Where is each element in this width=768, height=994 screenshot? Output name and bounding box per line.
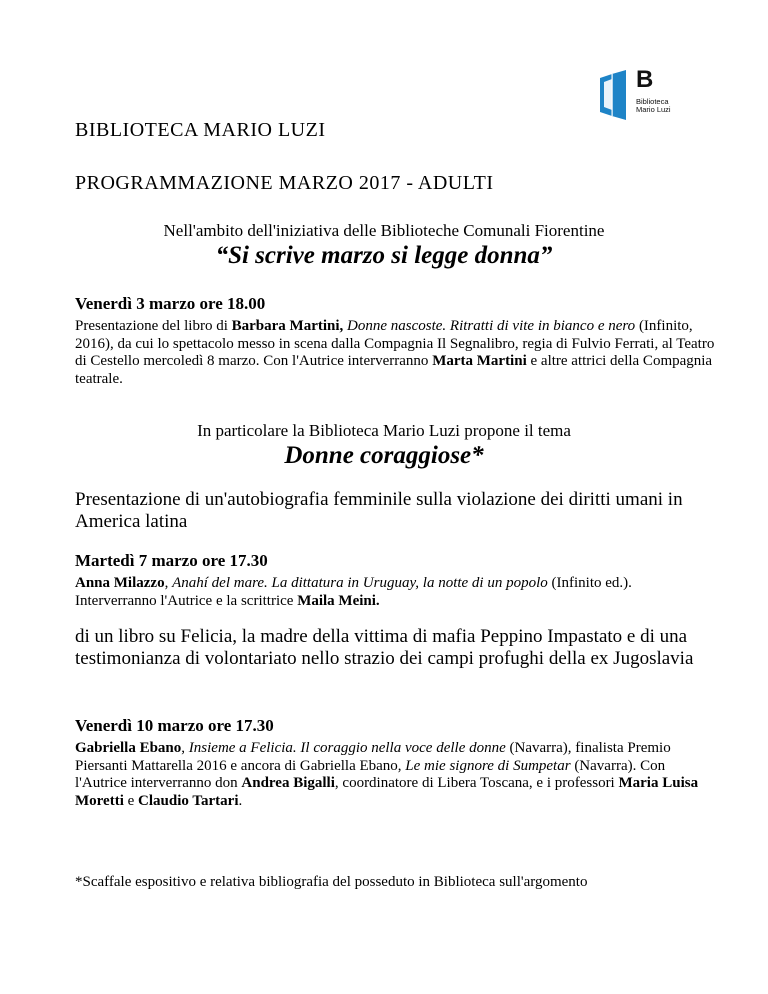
logo-text	[636, 98, 671, 114]
event-2-date: Martedì 7 marzo ore 17.30	[75, 551, 268, 570]
event-3-text: , coordinatore di Libera Toscana, e i professori	[334, 775, 619, 791]
event-3-author: Gabriella Ebano	[75, 740, 182, 756]
event-1-text: (Infinito, 2016), da cui lo spettacolo messo in scena dalla Compagnia Il Segnalibro, regia di Fulvio Ferrati, al Teatro di Cestello mercoledì 8 marzo. Con l'Autrice interverranno	[75, 318, 715, 369]
slogan: “Si scrive marzo si legge donna”	[215, 242, 553, 269]
theme-intro: In particolare la Biblioteca Mario Luzi propone il tema	[197, 421, 571, 440]
event-2-author: Anna Milazzo	[75, 575, 165, 591]
event-2-text: ,	[164, 575, 173, 591]
event-2-guest: Maila Meini.	[297, 592, 380, 609]
section-2-text: di un libro su Felicia, la madre della vittima di mafia Peppino Impastato e di una testimonianza di volontariato nello strazio dei campi profughi della ex Jugoslavia	[75, 626, 694, 669]
logo-letter: B	[636, 66, 654, 93]
event-3-book: Le mie signore di Sumpetar	[405, 757, 571, 774]
footnote: *Scaffale espositivo e relativa bibliografia del posseduto in Biblioteca sull'argomento	[75, 874, 588, 890]
event-3-guest: Claudio Tartari	[138, 792, 239, 809]
event-1-guest: Marta Martini	[432, 353, 527, 369]
event-3-date: Venerdì 10 marzo ore 17.30	[75, 716, 274, 735]
intro-line: Nell'ambito dell'iniziativa delle Biblioteche Comunali Fiorentine	[163, 221, 605, 240]
event-3-guest: Maria Luisa Moretti	[75, 775, 699, 809]
event-1-description	[75, 318, 715, 388]
event-1-text: Presentazione del libro di	[75, 318, 232, 334]
event-1-book: Donne nascoste. Ritratti di vite in bianco e nero	[347, 318, 636, 334]
library-logo	[598, 66, 678, 126]
event-3-text: .	[238, 792, 243, 809]
event-2-book: Anahí del mare. La dittatura in Uruguay, la notte di un popolo	[172, 575, 548, 591]
event-3-text: e	[123, 792, 139, 809]
program-title: PROGRAMMAZIONE MARZO 2017 - ADULTI	[75, 172, 494, 194]
event-3-text: (Navarra). Con l'Autrice interverranno don	[75, 757, 666, 791]
event-1-date: Venerdì 3 marzo ore 18.00	[75, 294, 266, 313]
library-title: BIBLIOTECA MARIO LUZI	[75, 119, 326, 141]
event-1-text: e altre attrici della Compagnia teatrale.	[75, 353, 713, 387]
event-1-author: Barbara Martini,	[231, 318, 344, 334]
book-icon	[598, 70, 628, 120]
event-3-guest: Andrea Bigalli	[241, 775, 335, 791]
event-2-text: (Infinito ed.). Interverranno l'Autrice e la scrittrice	[75, 575, 632, 609]
section-1-text: Presentazione di un'autobiografia femminile sulla violazione dei diritti umani in America latina	[75, 489, 683, 532]
logo-line-2: Mario Luzi	[636, 105, 671, 114]
event-3-description	[75, 740, 715, 810]
event-3-text: ,	[181, 740, 189, 756]
logo-line-1: Biblioteca	[636, 97, 669, 106]
event-3-book: Insieme a Felicia. Il coraggio nella voce delle donne	[188, 740, 506, 756]
event-2-description	[75, 575, 715, 610]
event-3-text: (Navarra), finalista Premio Piersanti Mattarella 2016 e ancora di Gabriella Ebano,	[75, 740, 671, 774]
theme-title: Donne coraggiose*	[284, 442, 484, 469]
